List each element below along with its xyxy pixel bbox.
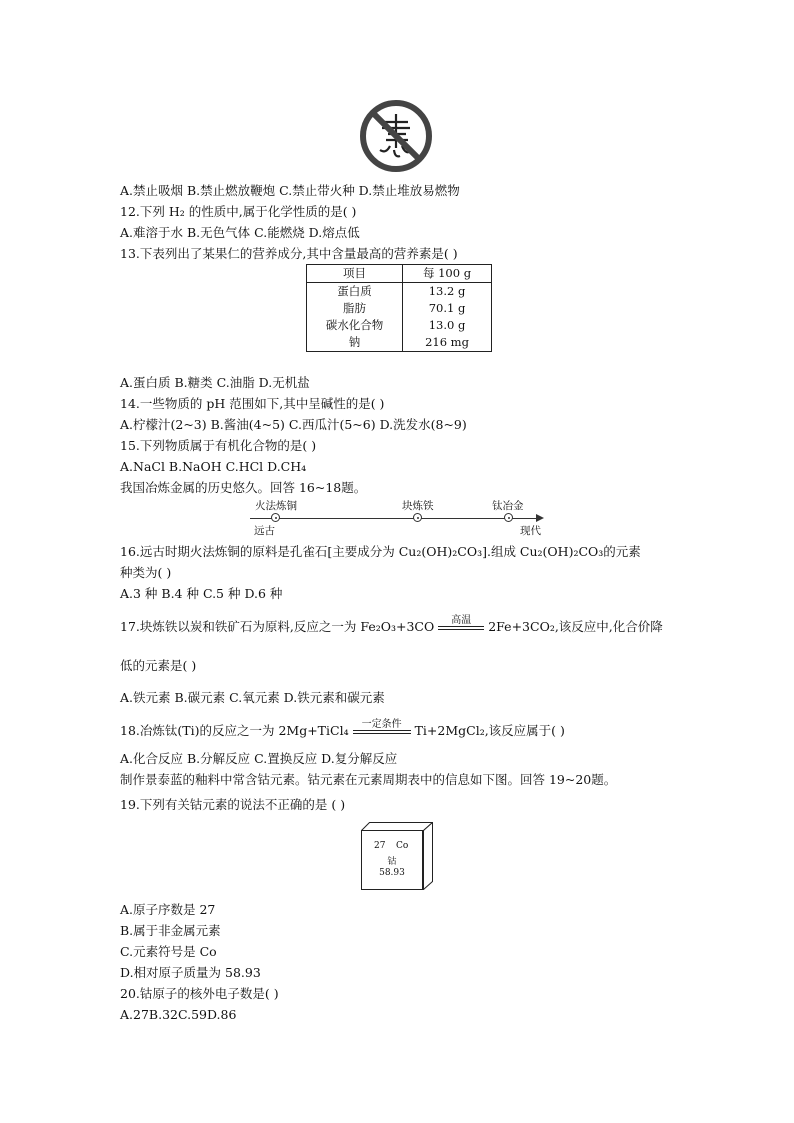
q13-options: A.蛋白质 B.糖类 C.油脂 D.无机盐 [120, 375, 310, 390]
q13-stem: 13.下表列出了某果仁的营养成分,其中含量最高的营养素是( ) [120, 246, 458, 261]
nutrition-table [306, 264, 492, 352]
q17-stem-before: 17.块炼铁以炭和铁矿石为原料,反应之一为 Fe₂O₃+3CO [120, 619, 435, 634]
table-header-cell: 每 100 g [403, 265, 492, 283]
atomic-mass: 58.93 [379, 868, 405, 878]
q16-stem-line2: 种类为( ) [120, 565, 172, 580]
timeline-dot [413, 513, 422, 522]
condition-label: 一定条件 [361, 719, 402, 730]
element-cell-front [361, 830, 423, 890]
q16-options: A.3 种 B.4 种 C.5 种 D.6 种 [120, 586, 283, 601]
table-row [307, 300, 492, 317]
table-cell: 蛋白质 [307, 283, 403, 301]
table-row [307, 283, 492, 301]
table-row [307, 334, 492, 352]
q18-stem-before: 18.冶炼钛(Ti)的反应之一为 2Mg+TiCl₄ [120, 723, 349, 738]
q17-stem-line1 [120, 615, 663, 635]
equals-sign [353, 730, 411, 734]
atomic-number: 27 [374, 841, 386, 851]
timeline-dot [504, 513, 513, 522]
q14-options: A.柠檬汁(2~3) B.酱油(4~5) C.西瓜汁(5~6) D.洗发水(8~9) [120, 417, 467, 432]
timeline-label: 钛冶金 [492, 500, 524, 512]
intro-19-20: 制作景泰蓝的釉料中常含钴元素。钴元素在元素周期表中的信息如下图。回答 19~20题。 [120, 772, 617, 787]
table-cell: 70.1 g [403, 300, 492, 317]
reaction-condition [353, 719, 411, 739]
metallurgy-timeline [250, 498, 550, 538]
q14-stem: 14.一些物质的 pH 范围如下,其中呈碱性的是( ) [120, 396, 385, 411]
reaction-condition [438, 615, 484, 635]
table-cell: 13.0 g [403, 317, 492, 334]
no-firecrackers-sign [358, 100, 434, 172]
table-cell: 碳水化合物 [307, 317, 403, 334]
table-header-row [307, 265, 492, 283]
timeline-dot [271, 513, 280, 522]
q17-stem-line2: 低的元素是( ) [120, 658, 197, 673]
cobalt-element-cell [361, 822, 433, 890]
intro-16-18: 我国冶炼金属的历史悠久。回答 16~18题。 [120, 480, 367, 495]
q19-option-b: B.属于非金属元素 [120, 923, 221, 938]
table-cell: 13.2 g [403, 283, 492, 301]
q18-stem [120, 719, 565, 739]
table-row [307, 317, 492, 334]
q20-options: A.27B.32C.59D.86 [120, 1007, 237, 1022]
q20-stem: 20.钴原子的核外电子数是( ) [120, 986, 279, 1001]
q19-option-d: D.相对原子质量为 58.93 [120, 965, 261, 980]
q15-options: A.NaCl B.NaOH C.HCl D.CH₄ [120, 459, 307, 474]
timeline-label: 块炼铁 [402, 500, 434, 512]
q19-option-c: C.元素符号是 Co [120, 944, 217, 959]
timeline-label: 火法炼铜 [255, 500, 297, 512]
no-firecrackers-icon [358, 100, 434, 172]
q17-stem-after: 2Fe+3CO₂,该反应中,化合价降 [488, 619, 663, 634]
q12-stem: 12.下列 H₂ 的性质中,属于化学性质的是( ) [120, 204, 357, 219]
q19-option-a: A.原子序数是 27 [120, 902, 216, 917]
timeline-start-label: 远古 [254, 525, 275, 537]
timeline-end-label: 现代 [520, 525, 541, 537]
table-header-cell: 项目 [307, 265, 403, 283]
condition-label: 高温 [451, 615, 472, 626]
q12-options: A.难溶于水 B.无色气体 C.能燃烧 D.熔点低 [120, 225, 360, 240]
table-cell: 脂肪 [307, 300, 403, 317]
q18-stem-after: Ti+2MgCl₂,该反应属于( ) [414, 723, 565, 738]
q19-stem: 19.下列有关钴元素的说法不正确的是 ( ) [120, 797, 346, 812]
q18-options: A.化合反应 B.分解反应 C.置换反应 D.复分解反应 [120, 751, 398, 766]
timeline-arrow [536, 514, 544, 522]
table-cell: 钠 [307, 334, 403, 352]
q15-stem: 15.下列物质属于有机化合物的是( ) [120, 438, 317, 453]
q16-stem-line1: 16.远古时期火法炼铜的原料是孔雀石[主要成分为 Cu₂(OH)₂CO₃].组成 Cu₂(OH)₂CO₃的元素 [120, 544, 641, 559]
q11-options: A.禁止吸烟 B.禁止燃放鞭炮 C.禁止带火种 D.禁止堆放易燃物 [120, 183, 460, 198]
q17-options: A.铁元素 B.碳元素 C.氧元素 D.铁元素和碳元素 [120, 690, 385, 705]
element-name: 钴 [387, 857, 397, 867]
element-symbol: Co [396, 841, 409, 851]
table-cell: 216 mg [403, 334, 492, 352]
equals-sign [438, 626, 484, 630]
timeline-axis [250, 518, 540, 519]
